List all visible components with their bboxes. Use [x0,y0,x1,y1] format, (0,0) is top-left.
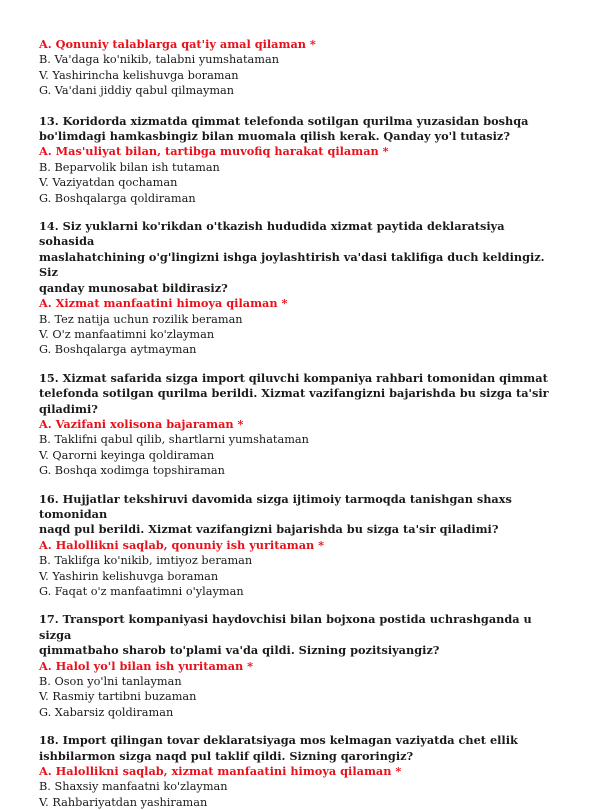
answer-option: G. Faqat o'z manfaatimni o'ylayman [39,585,244,598]
question-text: naqd pul berildi. Xizmat vazifangizni bajarishda bu sizga ta'sir qiladimi? [39,522,499,537]
answer-option: G. Va'dani jiddiy qabul qilmayman [39,84,235,98]
question-text: 16. Hujjatlar tekshiruvi davomida sizga ijtimoiy tarmoqda tanishgan shaxs tomonidan [39,491,512,521]
answer-option: B. Va'daga ko'nikib, talabni yumshataman [39,53,279,67]
correct-answer: A. Vazifani xolisona bajaraman * [39,416,244,431]
question-text: 15. Xizmat safarida sizga import qiluvchi kompaniya rahbari tomonidan qimmat [39,370,548,385]
question-text: bo'limdagi hamkasbingiz bilan muomala qilish kerak. Qanday yo'l tutasiz? [39,129,510,144]
correct-answer: A. Halol yo'l bilan ish yuritaman * [39,658,254,673]
answer-option: V. Yashirin kelishuvga boraman [39,569,219,583]
answer-option: B. Taklifga ko'nikib, imtiyoz beraman [39,554,253,568]
question-block-13 [39,114,562,206]
question-text: maslahatchining o'g'lingizni ishga joylashtirish va'dasi taklifiga duch keldingiz. Siz [39,249,545,280]
correct-answer: A. Qonuniy talablarga qat'iy amal qilaman * [39,37,316,51]
question-block-15 [39,371,562,479]
question-text: telefonda sotilgan qurilma berildi. Xizmat vazifangizni bajarishda bu sizga ta'sir [39,386,549,401]
answer-option: B. Tez natija uchun rozilik beraman [39,312,243,326]
question-text: qimmatbaho sharob to'plami va'da qildi. Sizning pozitsiyangiz? [39,643,440,658]
question-text: 14. Siz yuklarni ko'rikdan o'tkazish hududida xizmat paytida deklaratsiya sohasida [39,219,505,249]
question-text: 13. Koridorda xizmatda qimmat telefonda sotilgan qurilma yuzasidan boshqa [39,113,529,128]
question-text: ishbilarmon sizga naqd pul taklif qildi. Sizning qaroringiz? [39,748,414,763]
question-block-18 [39,733,562,810]
correct-answer: A. Mas'uliyat bilan, tartibga muvofiq harakat qilaman * [39,144,389,159]
correct-answer: A. Halollikni saqlab, xizmat manfaatini himoya qilaman * [39,764,402,779]
question-text: qiladimi? [39,401,98,416]
answer-option: B. Shaxsiy manfaatni ko'zlayman [39,780,228,794]
answer-option: B. Oson yo'lni tanlayman [39,675,182,689]
answer-option: V. Rahbariyatdan yashiraman [39,795,208,809]
answer-option: G. Boshqa xodimga topshiraman [39,464,225,478]
answer-option: G. Boshqalarga qoldiraman [39,191,196,205]
question-text: qanday munosabat bildirasiz? [39,280,228,295]
answer-option: V. Yashirincha kelishuvga boraman [39,68,239,82]
question-block-17 [39,612,562,720]
answer-option: V. Rasmiy tartibni buzaman [39,690,197,704]
answer-option: V. O'z manfaatimni ko'zlayman [39,327,215,341]
correct-answer: A. Halollikni saqlab, qonuniy ish yuritaman * [39,537,325,552]
answer-option: V. Qarorni keyinga qoldiraman [39,448,215,462]
answer-option: B. Beparvolik bilan ish tutaman [39,160,220,174]
question-block-14 [39,219,562,358]
correct-answer: A. Xizmat manfaatini himoya qilaman * [39,296,288,311]
question-block-16 [39,492,562,600]
answer-option: G. Boshqalarga aytmayman [39,343,197,357]
question-block-12 [39,37,562,99]
answer-option: G. Xabarsiz qoldiraman [39,705,174,719]
answer-option: B. Taklifni qabul qilib, shartlarni yumshataman [39,433,309,447]
answer-option: V. Vaziyatdan qochaman [39,176,178,190]
question-text: 18. Import qilingan tovar deklaratsiyaga mos kelmagan vaziyatda chet ellik [39,733,518,748]
question-text: 17. Transport kompaniyasi haydovchisi bilan bojxona postida uchrashganda u sizga [39,612,532,642]
